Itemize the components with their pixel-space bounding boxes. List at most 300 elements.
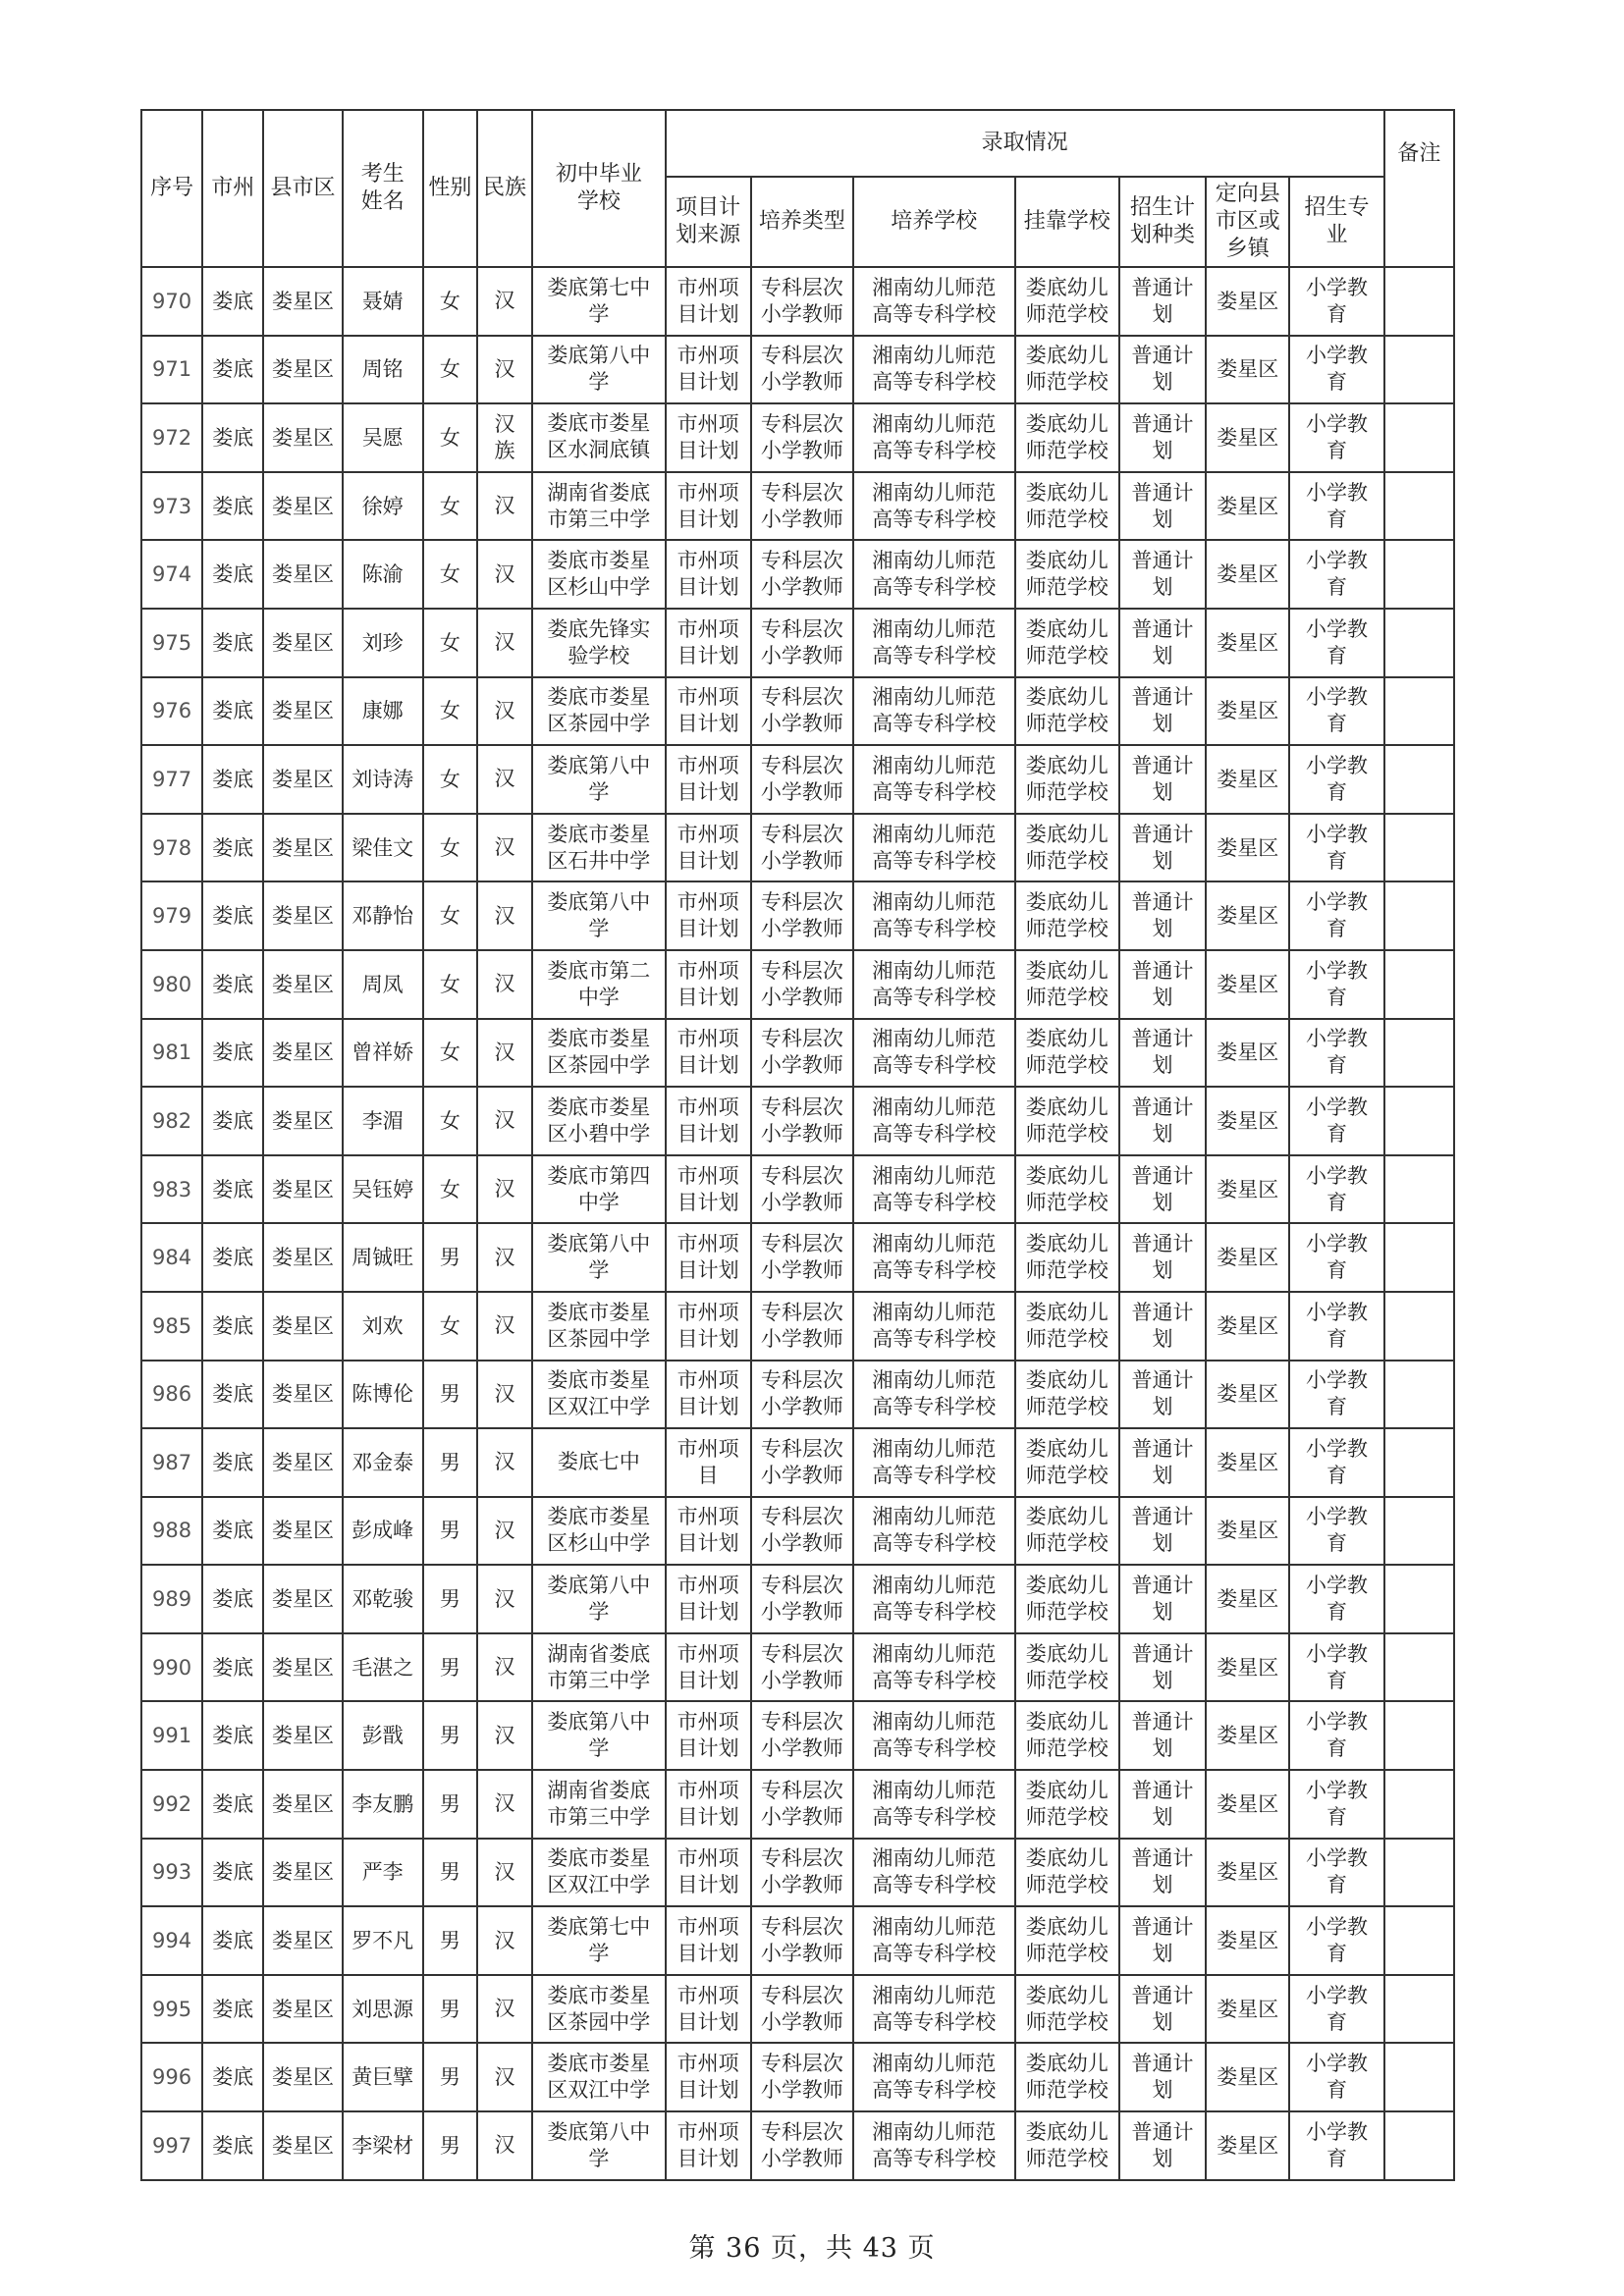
county-cell-text: 娄星区 [271, 1791, 334, 1816]
county-cell [263, 1223, 342, 1292]
county-cell-text: 娄星区 [271, 1177, 334, 1201]
city-cell-text: 娄底 [212, 1997, 254, 2021]
training-school-cell-text: 湘南幼儿师范高等专科学校 [872, 411, 997, 462]
county-cell [263, 881, 342, 950]
gender-cell-text: 女 [439, 1041, 460, 1065]
target-area-cell [1206, 609, 1289, 677]
training-school-cell [853, 1975, 1014, 2044]
plan-source-cell [666, 403, 751, 472]
training-type-cell-text: 专科层次小学教师 [760, 480, 843, 531]
header-remarks: 备注 [1384, 110, 1454, 267]
name-cell-text: 吴愿 [361, 425, 404, 450]
plan-source-cell [666, 1633, 751, 1702]
major-cell [1289, 1087, 1383, 1155]
county-cell-text: 娄星区 [271, 630, 334, 655]
gender-cell-text: 女 [439, 289, 460, 313]
plan-source-cell-text: 市州项目计划 [677, 1027, 739, 1078]
table-row [141, 609, 1454, 677]
table-row [141, 1701, 1454, 1770]
major-cell-text: 小学教育 [1306, 1300, 1369, 1351]
major-cell [1289, 881, 1383, 950]
table-row [141, 1292, 1454, 1361]
seq-cell [141, 745, 202, 814]
city-cell [202, 677, 263, 746]
plan-kind-cell-text: 普通计划 [1131, 1915, 1194, 1966]
affiliated-school-cell-text: 娄底幼儿师范学校 [1025, 753, 1109, 804]
target-area-cell [1206, 1155, 1289, 1224]
city-cell-text: 娄底 [212, 904, 254, 929]
name-cell-text: 曾祥娇 [352, 1041, 414, 1065]
training-type-cell [751, 677, 853, 746]
gender-cell [423, 1770, 477, 1839]
county-cell [263, 1701, 342, 1770]
gender-cell-text: 女 [439, 835, 460, 860]
affiliated-school-cell-text: 娄底幼儿师范学校 [1025, 616, 1109, 667]
table-row [141, 745, 1454, 814]
gender-cell [423, 1633, 477, 1702]
name-cell [343, 814, 423, 882]
affiliated-school-cell [1015, 881, 1119, 950]
target-area-cell [1206, 1361, 1289, 1429]
training-type-cell-text: 专科层次小学教师 [760, 616, 843, 667]
header-ethnicity: 民族 [477, 110, 532, 267]
seq-cell [141, 1497, 202, 1566]
county-cell [263, 2043, 342, 2111]
training-school-cell [853, 1906, 1014, 1975]
name-cell [343, 1633, 423, 1702]
plan-kind-cell [1119, 1497, 1206, 1566]
training-type-cell [751, 540, 853, 609]
target-area-cell-text: 娄星区 [1217, 835, 1279, 860]
header-target-area: 定向县市区或乡镇 [1206, 177, 1289, 267]
target-area-cell-text: 娄星区 [1217, 1177, 1279, 1201]
middle-school-cell [532, 745, 665, 814]
target-area-cell-text: 娄星区 [1217, 1313, 1279, 1338]
target-area-cell [1206, 472, 1289, 541]
target-area-cell [1206, 2043, 1289, 2111]
major-cell [1289, 1292, 1383, 1361]
major-cell-text: 小学教育 [1306, 1574, 1369, 1625]
county-cell-text: 娄星区 [271, 1997, 334, 2021]
middle-school-cell-text: 娄底第八中学 [547, 753, 651, 804]
training-school-cell [853, 540, 1014, 609]
plan-kind-cell-text: 普通计划 [1131, 2119, 1194, 2170]
gender-cell-text: 男 [439, 2133, 460, 2158]
gender-cell-text: 女 [439, 425, 460, 450]
training-type-cell-text: 专科层次小学教师 [760, 1368, 843, 1419]
name-cell-text: 聂婧 [361, 289, 404, 313]
target-area-cell [1206, 1633, 1289, 1702]
table-header [141, 110, 1454, 267]
major-cell-text: 小学教育 [1306, 1368, 1369, 1419]
training-type-cell [751, 403, 853, 472]
ethnicity-cell [477, 1839, 532, 1907]
ethnicity-cell-text: 汉 [494, 1245, 515, 1269]
ethnicity-cell-text: 汉 [494, 1450, 515, 1474]
page-footer: 第 36 页，共 43 页 [688, 2233, 936, 2264]
county-cell-text: 娄星区 [271, 1450, 334, 1474]
major-cell-text: 小学教育 [1306, 2052, 1369, 2103]
plan-kind-cell [1119, 2043, 1206, 2111]
plan-kind-cell [1119, 336, 1206, 404]
target-area-cell-text: 娄星区 [1217, 1724, 1279, 1748]
plan-source-cell [666, 267, 751, 336]
plan-source-cell [666, 2043, 751, 2111]
middle-school-cell [532, 2043, 665, 2111]
ethnicity-cell [477, 1155, 532, 1224]
county-cell-text: 娄星区 [271, 835, 334, 860]
city-cell [202, 1839, 263, 1907]
plan-source-cell [666, 336, 751, 404]
middle-school-cell [532, 1770, 665, 1839]
name-cell [343, 1770, 423, 1839]
seq-cell [141, 1223, 202, 1292]
target-area-cell [1206, 1497, 1289, 1566]
city-cell-text: 娄底 [212, 2133, 254, 2158]
training-type-cell [751, 1839, 853, 1907]
affiliated-school-cell [1015, 1361, 1119, 1429]
training-type-cell [751, 2043, 853, 2111]
plan-source-cell [666, 1019, 751, 1088]
gender-cell [423, 403, 477, 472]
training-type-cell-text: 专科层次小学教师 [760, 753, 843, 804]
ethnicity-cell [477, 472, 532, 541]
gender-cell-text: 女 [439, 357, 460, 382]
remarks-cell [1384, 336, 1454, 404]
ethnicity-cell [477, 403, 532, 472]
name-cell-text: 邓乾骏 [352, 1587, 414, 1612]
affiliated-school-cell-text: 娄底幼儿师范学校 [1025, 1574, 1109, 1625]
ethnicity-cell [477, 814, 532, 882]
name-cell [343, 1565, 423, 1633]
name-cell [343, 1223, 423, 1292]
seq-cell [141, 1565, 202, 1633]
training-school-cell-text: 湘南幼儿师范高等专科学校 [872, 480, 997, 531]
gender-cell [423, 336, 477, 404]
header-county: 县市区 [263, 110, 342, 267]
plan-kind-cell-text: 普通计划 [1131, 1095, 1194, 1146]
table-row [141, 1839, 1454, 1907]
training-school-cell-text: 湘南幼儿师范高等专科学校 [872, 1846, 997, 1897]
ethnicity-cell-text: 汉 [494, 1655, 515, 1680]
training-school-cell [853, 267, 1014, 336]
target-area-cell-text: 娄星区 [1217, 699, 1279, 723]
plan-kind-cell [1119, 745, 1206, 814]
city-cell-text: 娄底 [212, 1860, 254, 1885]
city-cell [202, 1292, 263, 1361]
gender-cell-text: 女 [439, 1108, 460, 1133]
major-cell-text: 小学教育 [1306, 411, 1369, 462]
affiliated-school-cell-text: 娄底幼儿师范学校 [1025, 1983, 1109, 2034]
county-cell [263, 1497, 342, 1566]
plan-source-cell-text: 市州项目计划 [677, 1095, 739, 1146]
gender-cell-text: 女 [439, 972, 460, 996]
name-cell-text: 李友鹏 [352, 1791, 414, 1816]
gender-cell [423, 881, 477, 950]
training-school-cell [853, 1633, 1014, 1702]
major-cell-text: 小学教育 [1306, 1778, 1369, 1829]
name-cell-text: 刘珍 [361, 630, 404, 655]
city-cell [202, 609, 263, 677]
training-type-cell [751, 745, 853, 814]
major-cell [1289, 950, 1383, 1019]
affiliated-school-cell-text: 娄底幼儿师范学校 [1025, 1163, 1109, 1214]
training-school-cell [853, 1361, 1014, 1429]
seq-cell [141, 1292, 202, 1361]
target-area-cell [1206, 1087, 1289, 1155]
plan-source-cell [666, 1292, 751, 1361]
training-type-cell-text: 专科层次小学教师 [760, 1846, 843, 1897]
gender-cell-text: 男 [439, 1791, 460, 1816]
plan-source-cell [666, 1428, 751, 1497]
middle-school-cell [532, 814, 665, 882]
name-cell [343, 1497, 423, 1566]
remarks-cell [1384, 1497, 1454, 1566]
plan-source-cell [666, 1361, 751, 1429]
training-school-cell-text: 湘南幼儿师范高等专科学校 [872, 1574, 997, 1625]
affiliated-school-cell [1015, 1428, 1119, 1497]
affiliated-school-cell-text: 娄底幼儿师范学校 [1025, 1710, 1109, 1761]
gender-cell-text: 女 [439, 630, 460, 655]
training-school-cell-text: 湘南幼儿师范高等专科学校 [872, 1232, 997, 1283]
plan-kind-cell [1119, 1361, 1206, 1429]
county-cell-text: 娄星区 [271, 1519, 334, 1543]
target-area-cell [1206, 2111, 1289, 2180]
county-cell [263, 677, 342, 746]
target-area-cell-text: 娄星区 [1217, 904, 1279, 929]
plan-source-cell-text: 市州项目计划 [677, 2119, 739, 2170]
city-cell-text: 娄底 [212, 1655, 254, 1680]
plan-source-cell [666, 1906, 751, 1975]
middle-school-cell-text: 娄底第八中学 [547, 890, 651, 941]
ethnicity-cell-text: 汉 [494, 2133, 515, 2158]
training-school-cell [853, 609, 1014, 677]
plan-source-cell [666, 677, 751, 746]
plan-source-cell [666, 1223, 751, 1292]
name-cell [343, 472, 423, 541]
middle-school-cell [532, 1701, 665, 1770]
plan-kind-cell-text: 普通计划 [1131, 616, 1194, 667]
gender-cell [423, 814, 477, 882]
city-cell [202, 745, 263, 814]
training-school-cell-text: 湘南幼儿师范高等专科学校 [872, 958, 997, 1009]
middle-school-cell-text: 娄底市娄星区茶园中学 [547, 1300, 651, 1351]
county-cell [263, 1770, 342, 1839]
plan-kind-cell-text: 普通计划 [1131, 1505, 1194, 1556]
plan-kind-cell-text: 普通计划 [1131, 685, 1194, 736]
city-cell [202, 814, 263, 882]
gender-cell [423, 1497, 477, 1566]
plan-source-cell-text: 市州项目计划 [677, 890, 739, 941]
seq-cell [141, 1633, 202, 1702]
county-cell-text: 娄星区 [271, 2065, 334, 2090]
training-school-cell [853, 1428, 1014, 1497]
plan-kind-cell-text: 普通计划 [1131, 1163, 1194, 1214]
county-cell [263, 1155, 342, 1224]
training-school-cell-text: 湘南幼儿师范高等专科学校 [872, 685, 997, 736]
target-area-cell-text: 娄星区 [1217, 1246, 1279, 1270]
header-admission: 录取情况 [666, 110, 1384, 177]
middle-school-cell [532, 950, 665, 1019]
table-row [141, 2043, 1454, 2111]
county-cell-text: 娄星区 [271, 972, 334, 996]
gender-cell-text: 男 [439, 1450, 460, 1474]
seq-cell-text: 995 [152, 1997, 192, 2021]
seq-cell-text: 983 [152, 1177, 192, 1201]
training-type-cell [751, 950, 853, 1019]
ethnicity-cell [477, 1223, 532, 1292]
table-row [141, 1361, 1454, 1429]
plan-kind-cell-text: 普通计划 [1131, 1436, 1194, 1487]
training-type-cell-text: 专科层次小学教师 [760, 958, 843, 1009]
county-cell [263, 1633, 342, 1702]
training-school-cell [853, 2111, 1014, 2180]
city-cell [202, 1906, 263, 1975]
table-row [141, 1087, 1454, 1155]
target-area-cell [1206, 336, 1289, 404]
affiliated-school-cell [1015, 540, 1119, 609]
middle-school-cell-text: 娄底第八中学 [547, 1232, 651, 1283]
middle-school-cell-text: 娄底市娄星区水洞底镇 [547, 410, 651, 461]
plan-kind-cell [1119, 677, 1206, 746]
name-cell-text: 彭戬 [361, 1724, 404, 1748]
table-row [141, 1428, 1454, 1497]
city-cell-text: 娄底 [212, 767, 254, 791]
target-area-cell [1206, 403, 1289, 472]
remarks-cell [1384, 1087, 1454, 1155]
city-cell [202, 1701, 263, 1770]
ethnicity-cell-text: 汉 [494, 1040, 515, 1064]
middle-school-cell [532, 1087, 665, 1155]
seq-cell [141, 1906, 202, 1975]
plan-kind-cell [1119, 1906, 1206, 1975]
ethnicity-cell-text: 汉 [494, 561, 515, 586]
training-type-cell-text: 专科层次小学教师 [760, 1915, 843, 1966]
city-cell-text: 娄底 [212, 425, 254, 450]
major-cell [1289, 2111, 1383, 2180]
training-type-cell [751, 2111, 853, 2180]
name-cell-text: 黄巨擘 [352, 2065, 414, 2090]
target-area-cell [1206, 950, 1289, 1019]
affiliated-school-cell-text: 娄底幼儿师范学校 [1025, 480, 1109, 531]
county-cell [263, 1087, 342, 1155]
gender-cell [423, 1223, 477, 1292]
table-row [141, 677, 1454, 746]
seq-cell-text: 984 [152, 1246, 192, 1270]
plan-kind-cell-text: 普通计划 [1131, 549, 1194, 600]
ethnicity-cell [477, 2111, 532, 2180]
seq-cell-text: 990 [152, 1655, 192, 1680]
city-cell [202, 540, 263, 609]
plan-source-cell [666, 881, 751, 950]
major-cell-text: 小学教育 [1306, 1027, 1369, 1078]
training-school-cell-text: 湘南幼儿师范高等专科学校 [872, 1505, 997, 1556]
name-cell-text: 康娜 [361, 699, 404, 723]
affiliated-school-cell-text: 娄底幼儿师范学校 [1025, 1846, 1109, 1897]
training-type-cell [751, 609, 853, 677]
training-type-cell-text: 专科层次小学教师 [760, 549, 843, 600]
seq-cell-text: 988 [152, 1519, 192, 1543]
plan-kind-cell [1119, 1019, 1206, 1088]
county-cell [263, 1975, 342, 2044]
target-area-cell-text: 娄星区 [1217, 1041, 1279, 1065]
training-school-cell [853, 950, 1014, 1019]
city-cell [202, 950, 263, 1019]
county-cell-text: 娄星区 [271, 1313, 334, 1338]
header-seq: 序号 [141, 110, 202, 267]
name-cell-text: 刘诗涛 [352, 767, 414, 791]
county-cell-text: 娄星区 [271, 1587, 334, 1612]
city-cell [202, 2111, 263, 2180]
remarks-cell [1384, 745, 1454, 814]
affiliated-school-cell [1015, 1839, 1119, 1907]
training-type-cell [751, 336, 853, 404]
target-area-cell-text: 娄星区 [1217, 1655, 1279, 1680]
target-area-cell-text: 娄星区 [1217, 425, 1279, 450]
seq-cell [141, 1019, 202, 1088]
county-cell [263, 1565, 342, 1633]
major-cell-text: 小学教育 [1306, 1232, 1369, 1283]
city-cell-text: 娄底 [212, 1587, 254, 1612]
training-school-cell [853, 1019, 1014, 1088]
plan-source-cell-text: 市州项目计划 [677, 1641, 739, 1692]
ethnicity-cell [477, 1292, 532, 1361]
remarks-cell [1384, 677, 1454, 746]
affiliated-school-cell [1015, 1906, 1119, 1975]
county-cell-text: 娄星区 [271, 289, 334, 313]
training-type-cell-text: 专科层次小学教师 [760, 411, 843, 462]
training-type-cell-text: 专科层次小学教师 [760, 1778, 843, 1829]
major-cell [1289, 1633, 1383, 1702]
county-cell-text: 娄星区 [271, 1929, 334, 1953]
training-school-cell-text: 湘南幼儿师范高等专科学校 [872, 1027, 997, 1078]
city-cell [202, 472, 263, 541]
plan-kind-cell-text: 普通计划 [1131, 275, 1194, 326]
header-plan-source: 项目计划来源 [666, 177, 751, 267]
middle-school-cell [532, 1155, 665, 1224]
gender-cell-text: 男 [439, 1929, 460, 1953]
ethnicity-cell-text: 汉 [494, 1518, 515, 1542]
ethnicity-cell-text: 汉 [494, 1177, 515, 1201]
seq-cell-text: 979 [152, 904, 192, 929]
city-cell-text: 娄底 [212, 1929, 254, 1953]
plan-kind-cell-text: 普通计划 [1131, 1983, 1194, 2034]
city-cell-text: 娄底 [212, 562, 254, 587]
major-cell [1289, 1361, 1383, 1429]
target-area-cell-text: 娄星区 [1217, 562, 1279, 587]
affiliated-school-cell [1015, 609, 1119, 677]
table-row [141, 267, 1454, 336]
training-school-cell [853, 745, 1014, 814]
target-area-cell [1206, 1223, 1289, 1292]
training-type-cell [751, 1975, 853, 2044]
target-area-cell-text: 娄星区 [1217, 357, 1279, 382]
seq-cell-text: 982 [152, 1108, 192, 1133]
major-cell-text: 小学教育 [1306, 753, 1369, 804]
header-gender: 性别 [423, 110, 477, 267]
plan-kind-cell [1119, 950, 1206, 1019]
plan-kind-cell [1119, 1428, 1206, 1497]
city-cell [202, 1019, 263, 1088]
ethnicity-cell-text: 汉 [494, 1108, 515, 1133]
plan-kind-cell-text: 普通计划 [1131, 1232, 1194, 1283]
county-cell [263, 2111, 342, 2180]
gender-cell [423, 540, 477, 609]
middle-school-cell-text: 娄底第八中学 [547, 344, 651, 395]
seq-cell-text: 970 [152, 289, 192, 313]
county-cell-text: 娄星区 [271, 1108, 334, 1133]
training-type-cell-text: 专科层次小学教师 [760, 890, 843, 941]
